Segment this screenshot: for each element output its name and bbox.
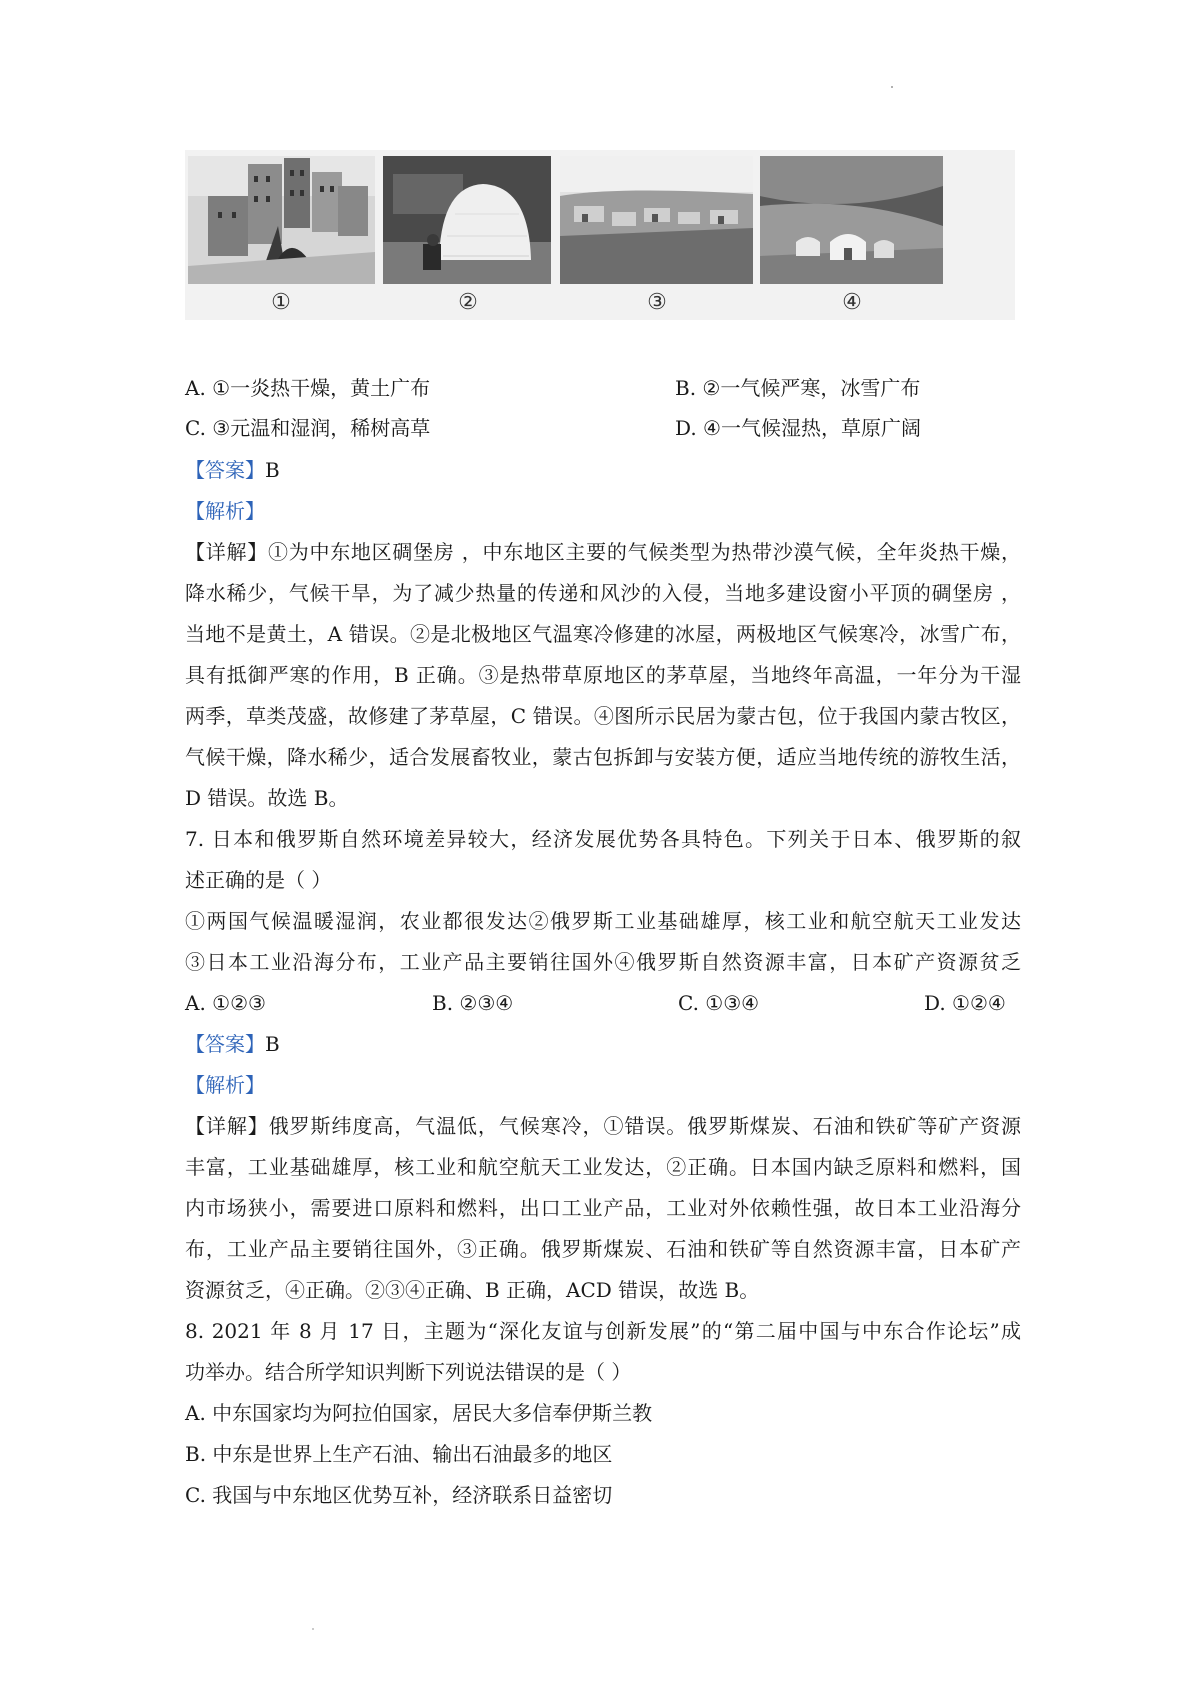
photo-grass-huts: [560, 156, 753, 284]
photo-label-4: ④: [842, 290, 862, 315]
answer-tag: 【答案】: [185, 1032, 265, 1056]
q7-option-c: C. ①③④: [678, 991, 760, 1015]
q6-answer-line: [185, 456, 280, 484]
q7-answer: B: [265, 1032, 280, 1056]
photo-label-3: ③: [647, 290, 667, 315]
answer-tag: 【答案】: [185, 458, 265, 482]
q8-option-c: C. 我国与中东地区优势互补，经济联系日益密切: [185, 1483, 613, 1507]
detail-tag: 【详解】: [185, 540, 268, 564]
q7-option-a: A. ①②③: [185, 991, 266, 1015]
photo-stone-tower-houses: [188, 156, 375, 284]
dwelling-photo-strip: [185, 150, 1015, 320]
photo-igloo: [383, 156, 551, 284]
scan-dot: [891, 86, 893, 88]
q7-analysis-tag: 【解析】: [185, 1073, 265, 1097]
q6-detail-line: 具有抵御严寒的作用，B 正确。③是热带草原地区的茅草屋，当地终年高温，一年分为干湿: [185, 663, 1021, 687]
photo-yurts: [760, 156, 943, 284]
q7-statement-line: ①两国气候温暖湿润，农业都很发达②俄罗斯工业基础雄厚，核工业和航空航天工业发达: [185, 909, 1021, 933]
q6-option-c: C. ③元温和湿润，稀树高草: [185, 416, 431, 440]
q6-detail-line: 【详解】①为中东地区碉堡房 ，中东地区主要的气候类型为热带沙漠气候，全年炎热干燥，: [185, 540, 1022, 564]
q8-option-a: A. 中东国家均为阿拉伯国家，居民大多信奉伊斯兰教: [185, 1401, 653, 1425]
scan-dot: [312, 1628, 314, 1630]
photo-label-1: ①: [271, 290, 291, 315]
q6-detail-line: D 错误。故选 B。: [185, 786, 349, 810]
q6-detail-line: 当地不是黄土，A 错误。②是北极地区气温寒冷修建的冰屋，两极地区气候寒冷，冰雪广布，: [185, 622, 1021, 646]
q7-stem-line: 7. 日本和俄罗斯自然环境差异较大，经济发展优势各具特色。下列关于日本、俄罗斯的叙: [185, 827, 1021, 851]
q7-detail-line: 【详解】俄罗斯纬度高，气温低，气候寒冷，①错误。俄罗斯煤炭、石油和铁矿等矿产资源: [185, 1114, 1022, 1138]
q6-option-d: D. ④一气候湿热，草原广阔: [675, 416, 921, 440]
photo-label-2: ②: [458, 290, 478, 315]
q6-detail-line: 降水稀少，气候干旱，为了减少热量的传递和风沙的入侵，当地多建设窗小平顶的碉堡房 ，: [185, 581, 1021, 605]
q7-detail-line: 内市场狭小，需要进口原料和燃料，出口工业产品，工业对外依赖性强，故日本工业沿海分: [185, 1196, 1021, 1220]
q7-statement-line: ③日本工业沿海分布，工业产品主要销往国外④俄罗斯自然资源丰富，日本矿产资源贫乏: [185, 950, 1021, 974]
q7-option-b: B. ②③④: [432, 991, 514, 1015]
detail-tag: 【详解】: [185, 1114, 269, 1138]
q6-option-a: A. ①一炎热干燥，黄土广布: [185, 376, 431, 400]
q8-stem-line: 8. 2021 年 8 月 17 日，主题为“深化友谊与创新发展”的“第二届中国与中东合作论坛”成: [185, 1319, 1021, 1343]
q7-detail-line: 丰富，工业基础雄厚，核工业和航空航天工业发达，②正确。日本国内缺乏原料和燃料，国: [185, 1155, 1021, 1179]
q7-detail-line: 资源贫乏，④正确。②③④正确、B 正确，ACD 错误，故选 B。: [185, 1278, 760, 1302]
q7-answer-line: [185, 1030, 280, 1058]
q6-detail-line: 两季，草类茂盛，故修建了茅草屋，C 错误。④图所示民居为蒙古包，位于我国内蒙古牧区，: [185, 704, 1021, 728]
q8-option-b: B. 中东是世界上生产石油、输出石油最多的地区: [185, 1442, 613, 1466]
q6-option-b: B. ②一气候严寒，冰雪广布: [675, 376, 921, 400]
q6-answer: B: [265, 458, 280, 482]
q7-detail-line: 布，工业产品主要销往国外，③正确。俄罗斯煤炭、石油和铁矿等自然资源丰富，日本矿产: [185, 1237, 1021, 1261]
q6-detail-line: 气候干燥，降水稀少，适合发展畜牧业，蒙古包拆卸与安装方便，适应当地传统的游牧生活，: [185, 745, 1021, 769]
q6-analysis-tag: 【解析】: [185, 499, 265, 523]
q8-stem-line: 功举办。结合所学知识判断下列说法错误的是（ ）: [185, 1360, 632, 1384]
q7-stem-line: 述正确的是（ ）: [185, 868, 332, 892]
q7-option-d: D. ①②④: [924, 991, 1006, 1015]
